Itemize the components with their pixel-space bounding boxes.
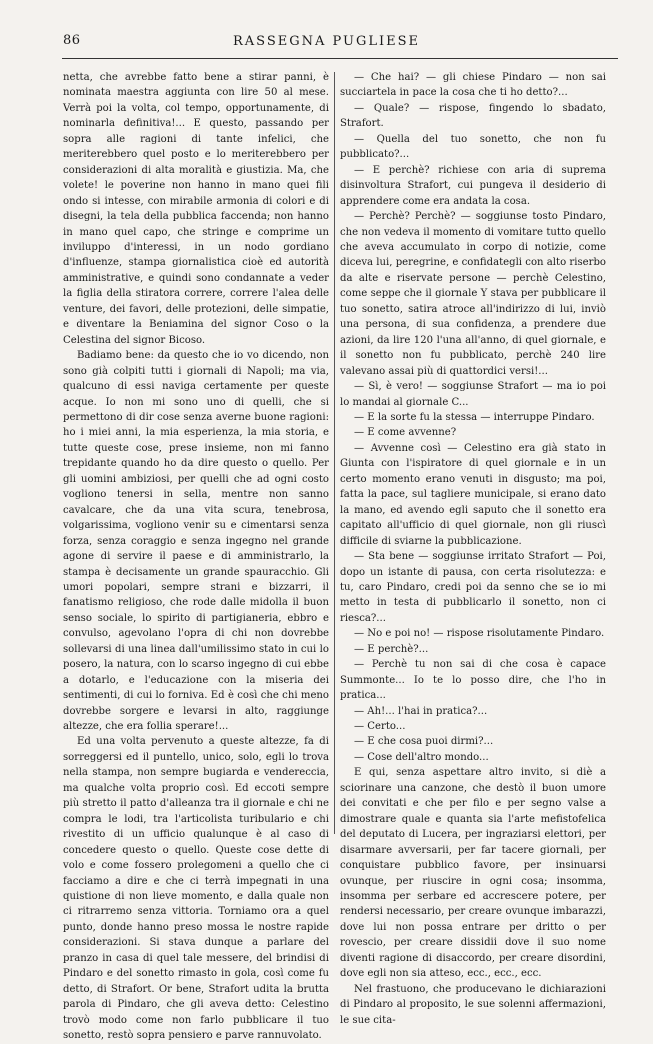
paragraph: — No e poi no! — rispose risolutamente Pindaro. — [354, 628, 605, 640]
left-column — [63, 70, 329, 1044]
header-rule — [62, 58, 618, 59]
paragraph: Ed una volta pervenuto a queste altezze, fa di sorreggersi ed il puntello, unico, solo, egli lo trova nella stampa, non sempre bugiarda e vendereccia, ma qualche volta proprio così. Ed eccoti sempre più stretto il patto d'alleanza tra il giornale e chi ne compra le lodi, tra l'articolista turibulario e chi rivestito di un ufficio qualunque è al caso di concedere questo o quello. Queste cose dette di volo e come fossero prolegomeni a quello che ci facciamo a dire e che ci terrà impegnati in una quistione di non lieve momento, e dalla quale non ci ritrarremo senza vittoria. Torniamo ora a quel punto, donde hanno preso mossa le nostre rapide considerazioni. Si stava dunque a parlare del pranzo in casa di quel tale messere, del brindisi di Pindaro e del sonetto rimasto in gola, così come fu detto, di Strafort. Or bene, Strafort udita la brutta parola di Pindaro, che gli aveva detto: Celestino trovò modo come non farlo pubblicare il tuo sonetto, restò sopra pensiero e parve rannuvolato. — [63, 736, 329, 1042]
paragraph: — E perchè?... — [354, 643, 429, 655]
paragraph: — E perchè? richiese con aria di suprema disinvoltura Strafort, cui pungeva il desiderio di apprendere come era andata la cosa. — [340, 164, 606, 207]
paragraph: — Che hai? — gli chiese Pindaro — non sai succiartela in pace la cosa che ti ho detto?... — [340, 72, 606, 99]
paragraph: — Sì, è vero! — soggiunse Strafort — ma io poi lo mandai al giornale C... — [340, 381, 606, 408]
column-divider — [334, 72, 335, 834]
paragraph: — Certo... — [354, 721, 406, 733]
paragraph: E qui, senza aspettare altro invito, si diè a sciorinare una canzone, che destò il buon umore dei convitati e che per filo e per segno valse a dimostrare quale e quanta sia l'arte mefistofelica del deputato di Lucera, per ingraziarsi elettori, per disarmare avversarii, per far tacere giornali, per conquistare pubblico favore, per insinuarsi ovunque, per riuscire in ogni cosa; insomma, insomma per serbare ed accrescere potere, per rendersi necessario, per creare ovunque imbarazzi, dove lui non possa entrare per dritto o per rovescio, per creare dissidii dove il suo nome diventi ragione di disaccordo, per creare disordini, dove egli non sia atteso, ecc., ecc., ecc. — [340, 767, 606, 980]
paragraph: — Sta bene — soggiunse irritato Strafort — Poi, dopo un istante di pausa, con certa risolutezza: e tu, caro Pindaro, credi poi da senno che se io mi metto in testa di pubblicarlo il sonetto, non ci riesca?... — [340, 551, 606, 624]
paragraph: Badiamo bene: da questo che io vo dicendo, non sono già colpiti tutti i giornali di Napoli; ma via, qualcuno di essi naviga certamente per queste acque. Io non mi sono uno di quelli, che si permettono di dir cose senza averne buone ragioni: ho i miei anni, la mia esperienza, la mia storia, e tutte queste cose, prese insieme, non mi fanno trepidante quando ho da dire questo o quello. Per gli uomini ambiziosi, per quelli che ad ogni costo vogliono tenersi in sella, mentre non sanno cavalcare, che da una vita scura, tenebrosa, volgarissima, vogliono venir su e cimentarsi senza forza, senza coraggio e senza ingegno nel grande agone di servire il paese e di amministrarlo, la stampa è decisamente un grande spauracchio. Gli umori popolari, sempre strani e bizzarri, il fanatismo religioso, che rode dalle midolla il buon senso sociale, lo spirito di partigianeria, ebbro e convulso, agevolano l'opra di chi non dovrebbe sollevarsi di una linea dall'umilissimo stato in cui lo posero, la natura, con lo scarso ingegno di cui ebbe a dotarlo, e l'educazione con la miseria dei sentimenti, di cui lo forniva. Ed è così che chi meno dovrebbe sorgere e levarsi in alto, raggiunge altezze, che era follia sperare!... — [63, 350, 329, 733]
paragraph: — E che cosa puoi dirmi?... — [354, 736, 494, 748]
paragraph: — Ah!... l'hai in pratica?... — [354, 705, 488, 717]
paragraph: — Avvenne così — Celestino era già stato in Giunta con l'ispiratore di quel giornale e in un certo momento erano venuti in disgusto; ma poi, fatta la pace, sul tagliere municipale, si erano dato la mano, ed avendo egli saputo che il sonetto era capitato all'ufficio di quel giornale, non gli riuscì difficile di sviarne la pubblicazione. — [340, 442, 606, 547]
paragraph: — Perchè? Perchè? — soggiunse tosto Pindaro, che non vedeva il momento di vomitare tutto quello che aveva accumulato in corpo di notizie, come diceva lui, peregrine, e confidategli con alto riserbo da alte e riservate persone — perchè Celestino, come seppe che il giornale Y stava per pubblicare il tuo sonetto, satira atroce all'indirizzo di lui, inviò una persona, di sua confidenza, a prendere due azioni, da lire 120 l'una all'anno, di quel giornale, e il sonetto non fu pubblicato, perchè 240 lire valevano assai più di quattordici versi!... — [340, 211, 606, 377]
paragraph: — Cose dell'altro mondo... — [354, 751, 489, 763]
paragraph: — Perchè tu non sai di che cosa è capace Summonte... Io te lo posso dire, che l'ho in pratica... — [340, 659, 606, 702]
paragraph: — E come avvenne? — [354, 427, 457, 439]
paragraph: — E la sorte fu la stessa — interruppe Pindaro. — [354, 411, 595, 423]
page-number: 86 — [63, 33, 81, 48]
running-head-title: RASSEGNA PUGLIESE — [232, 34, 421, 49]
right-column — [340, 70, 606, 1028]
paragraph: Nel frastuono, che producevano le dichiarazioni di Pindaro al proposito, le sue solenni affermazioni, le sue cita- — [340, 983, 606, 1026]
paragraph: — Quale? — rispose, fingendo lo sbadato, Strafort. — [340, 102, 606, 130]
paragraph: netta, che avrebbe fatto bene a stirar panni, è nominata maestra aggiunta con lire 50 al mese. Verrà poi la volta, col tempo, opportunamente, di nominarla definitiva!... E questo, passando per sopra alle ragioni di tante infelici, che meriterebbero quel posto e lo meriterebbero per considerazioni di alta moralità e giustizia. Ma, che volete! le poverine non hanno in mano quei fili ondo si intesse, con mirabile armonia di colori e di disegni, la tela della pubblica faccenda; non hanno in mano quel capo, che stringe e comprime un inviluppo d'interessi, in un nodo gordiano d'influenze, stampa giornalistica cioè ed autorità amministrative, e quindi sono condannate a veder la figlia della stiratora correre, correre l'alea delle venture, dei favori, delle protezioni, delle simpatie, e diventare la Beniamina del signor Coso o la Celestina del signor Bicoso. — [63, 72, 329, 346]
paragraph: — Quella del tuo sonetto, che non fu pubblicato?... — [340, 133, 606, 161]
